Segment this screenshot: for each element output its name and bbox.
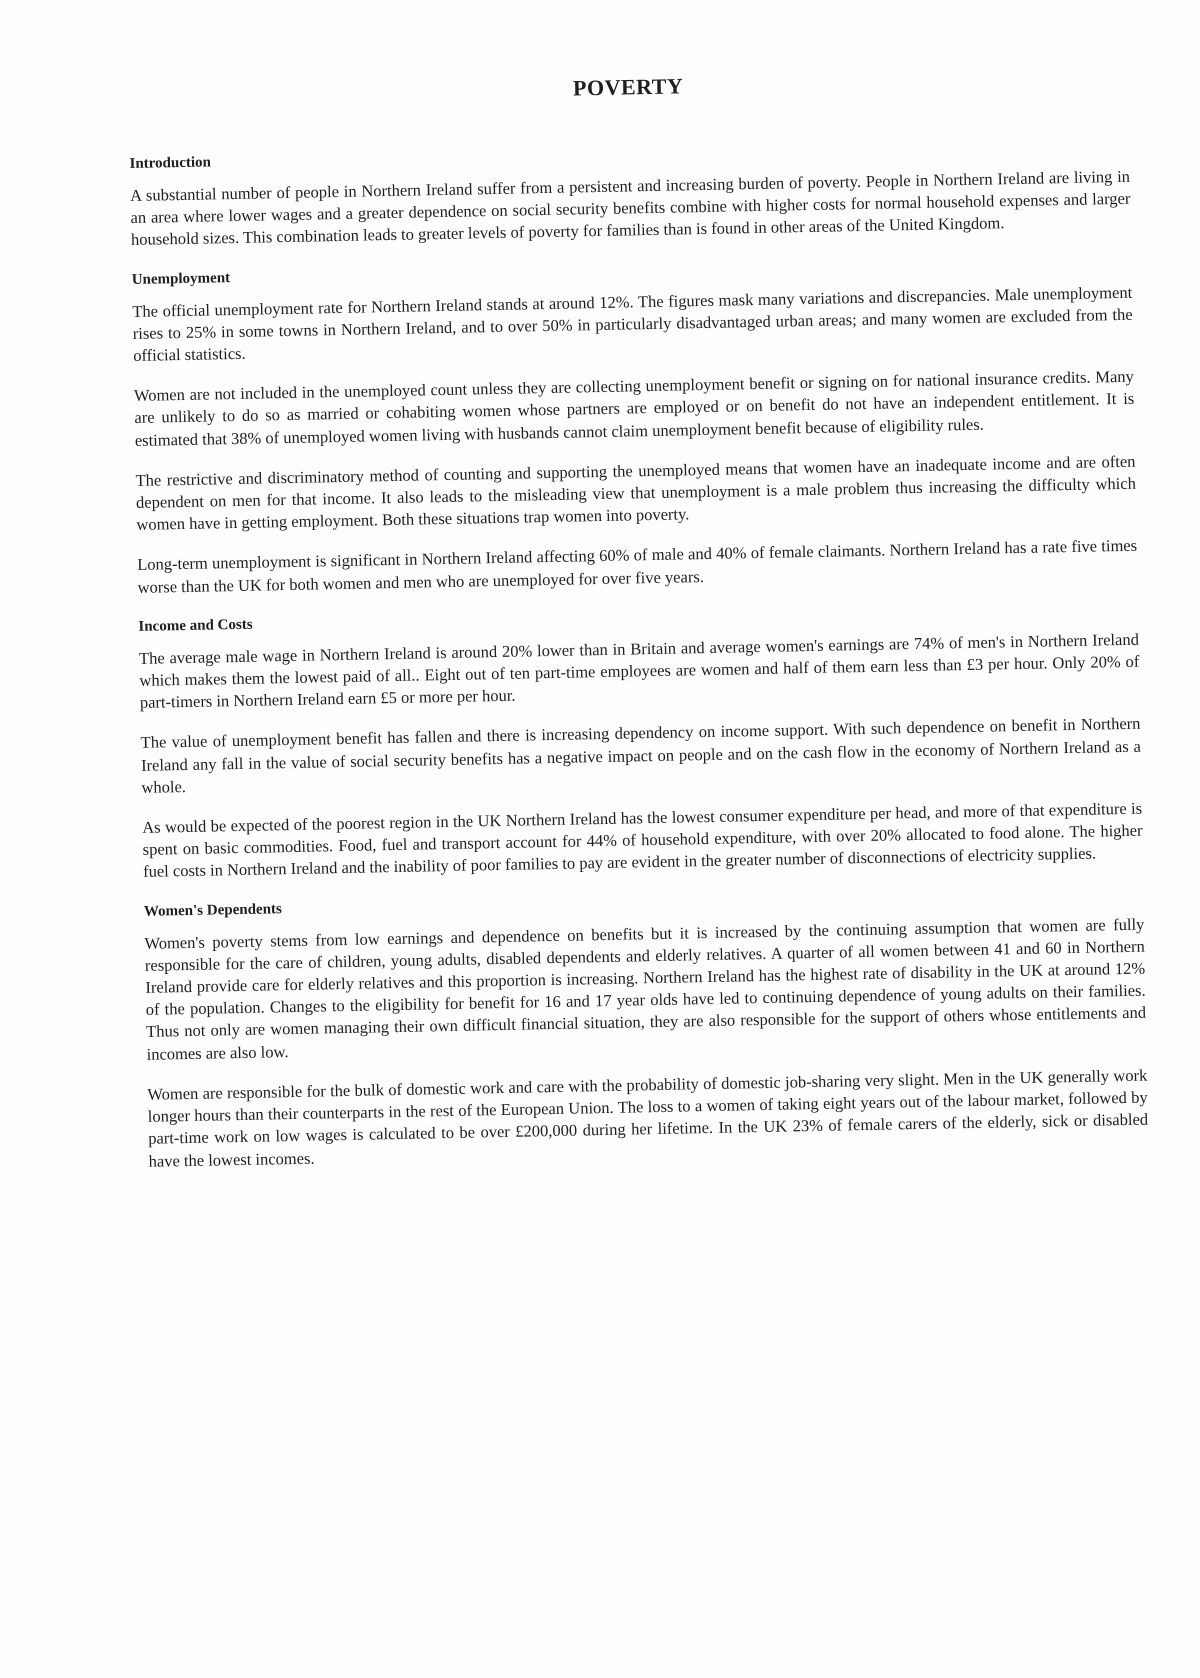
- paragraph: A substantial number of people in Northern Ireland suffer from a persistent and increasing burden of poverty. People in Northern Ireland are living in an area where lower wages and a greater dependence on social security benefits combine with higher costs for normal household expenses and larger household sizes. This combination leads to greater levels of poverty for families than is found in other areas of the United Kingdom.: [129, 166, 1131, 250]
- document-title: POVERTY: [572, 73, 684, 101]
- section-heading: Income and Costs: [138, 616, 253, 635]
- section-heading: Women's Dependents: [143, 900, 282, 920]
- paragraph: Women's poverty stems from low earnings and dependence on benefits but it is increased by the continuing assumption that women are fully responsible for the care of children, young adults, disabled dependents and elderly relatives. A quarter of all women between 41 and 60 in Northern Ireland provide care for elderly relatives and this proportion is increasing. Northern Ireland has the highest rate of disability in the UK at around 12% of the population. Changes to the eligibility for benefit for 16 and 17 year olds have led to continuing dependence of young adults on their families. Thus not only are women managing their own difficult financial situation, they are also responsible for the support of others whose entitlements and incomes are also low.: [144, 914, 1147, 1064]
- section-heading: Introduction: [129, 154, 212, 172]
- section-income-and-costs: [138, 598, 1143, 884]
- paragraph: The restrictive and discriminatory method of counting and supporting the unemployed means that women have an inadequate income and are often dependent on men for that income. It also leads to the misleading view that unemployment is a male problem thus increasing the difficulty which women have in getting employment. Both these situations trap women into poverty.: [135, 451, 1137, 535]
- paragraph: Long-term unemployment is significant in Northern Ireland affecting 60% of male and 40% of female claimants. Northern Ireland has a rate five times worse than the UK for both women and men who are unemployed for over five years.: [137, 536, 1138, 597]
- document-body: [128, 65, 1149, 1191]
- section-womens-dependents: [144, 882, 1149, 1172]
- paragraph: Women are not included in the unemployed count unless they are collecting unemployment benefit or signing on for national insurance credits. Many are unlikely to do so as married or cohabiting women whose partners are employed or on benefit do not have an independent entitlement. It is estimated that 38% of unemployed women living with husbands cannot claim unemployment benefit because of eligibility rules.: [133, 366, 1135, 450]
- paragraph: The official unemployment rate for Northern Ireland stands at around 12%. The figures mask many variations and discrepancies. Male unemployment rises to 25% in some towns in Northern Ireland, and to over 50% in particularly disadvantaged urban areas; and many women are excluded from the official statistics.: [132, 282, 1133, 365]
- section-unemployment: [132, 250, 1138, 598]
- paragraph: As would be expected of the poorest region in the UK Northern Ireland has the lowest consumer expenditure per head, and more of that expenditure is spent on basic commodities. Food, fuel and transport account for 44% of household expenditure, with over 20% allocated to food alone. The higher fuel costs in Northern Ireland and the inability of poor families to pay are evident in the greater number of disconnections of electricity supplies.: [142, 798, 1143, 882]
- section-introduction: [129, 135, 1131, 252]
- paragraph: The value of unemployment benefit has fallen and there is increasing dependency on income support. With such dependence on benefit in Northern Ireland any fall in the value of social security benefits has a negative impact on people and on the cash flow in the economy of Northern Ireland as a whole.: [140, 714, 1142, 797]
- paragraph: The average male wage in Northern Ireland is around 20% lower than in Britain and average women's earnings are 74% of men's in Northern Ireland which makes them the lowest paid of all.. Eight out of ten part-time employees are women and half of them earn less than £3 per hour. Only 20% of part-timers in Northern Ireland earn £5 or more per hour.: [138, 629, 1140, 713]
- paragraph: Women are responsible for the bulk of domestic work and care with the probability of domestic job-sharing very slight. Men in the UK generally work longer hours than their counterparts in the rest of the European Union. The loss to a women of taking eight years out of the labour market, followed by part-time work on low wages is calculated to be over £200,000 during her lifetime. In the UK 23% of female carers of the elderly, sick or disabled have the lowest incomes.: [147, 1065, 1149, 1171]
- section-heading: Unemployment: [131, 269, 231, 288]
